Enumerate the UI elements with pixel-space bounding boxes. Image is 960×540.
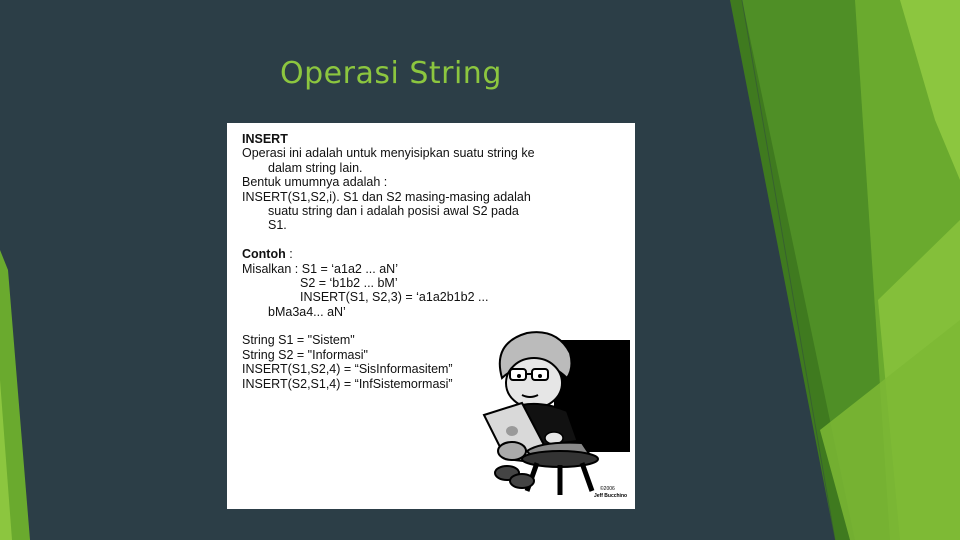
example-line: S2 = ‘b1b2 ... bM’ — [300, 275, 398, 290]
code-line: String S2 = "Informasi" — [242, 347, 368, 362]
cartoon-credit-author: Jeff Bucchino — [594, 493, 628, 499]
example-line: bMa3a4... aN’ — [268, 304, 346, 319]
cartoon-credit-year: ©2006 — [600, 486, 615, 492]
contoh-heading — [242, 247, 535, 261]
doc-line: Bentuk umumnya adalah : — [242, 175, 388, 190]
doc-line: suatu string dan i adalah posisi awal S2 pada — [268, 203, 519, 218]
contoh-label: Contoh — [242, 247, 286, 262]
code-line: INSERT(S1,S2,4) = “SisInformasitem” — [242, 362, 453, 377]
doc-line: S1. — [268, 218, 287, 233]
doc-line: dalam string lain. — [268, 160, 363, 175]
slide-title: Operasi String — [280, 56, 502, 91]
example-line: INSERT(S1, S2,3) = ‘a1a2b1b2 ... — [300, 290, 489, 305]
content-image — [227, 123, 635, 509]
code-line: INSERT(S2,S1,4) = “InfSistemormasi” — [242, 376, 453, 391]
contoh-colon: : — [285, 247, 293, 262]
doc-line: Operasi ini adalah untuk menyisipkan suatu string ke — [242, 146, 535, 161]
code-line: String S1 = "Sistem" — [242, 333, 355, 348]
example-line: Misalkan : S1 = ‘a1a2 ... aN’ — [242, 261, 398, 276]
document-heading: INSERT — [242, 132, 288, 146]
cartoon-kid-laptop-illustration — [482, 323, 632, 503]
doc-line: INSERT(S1,S2,i). S1 dan S2 masing-masing adalah — [242, 189, 531, 204]
